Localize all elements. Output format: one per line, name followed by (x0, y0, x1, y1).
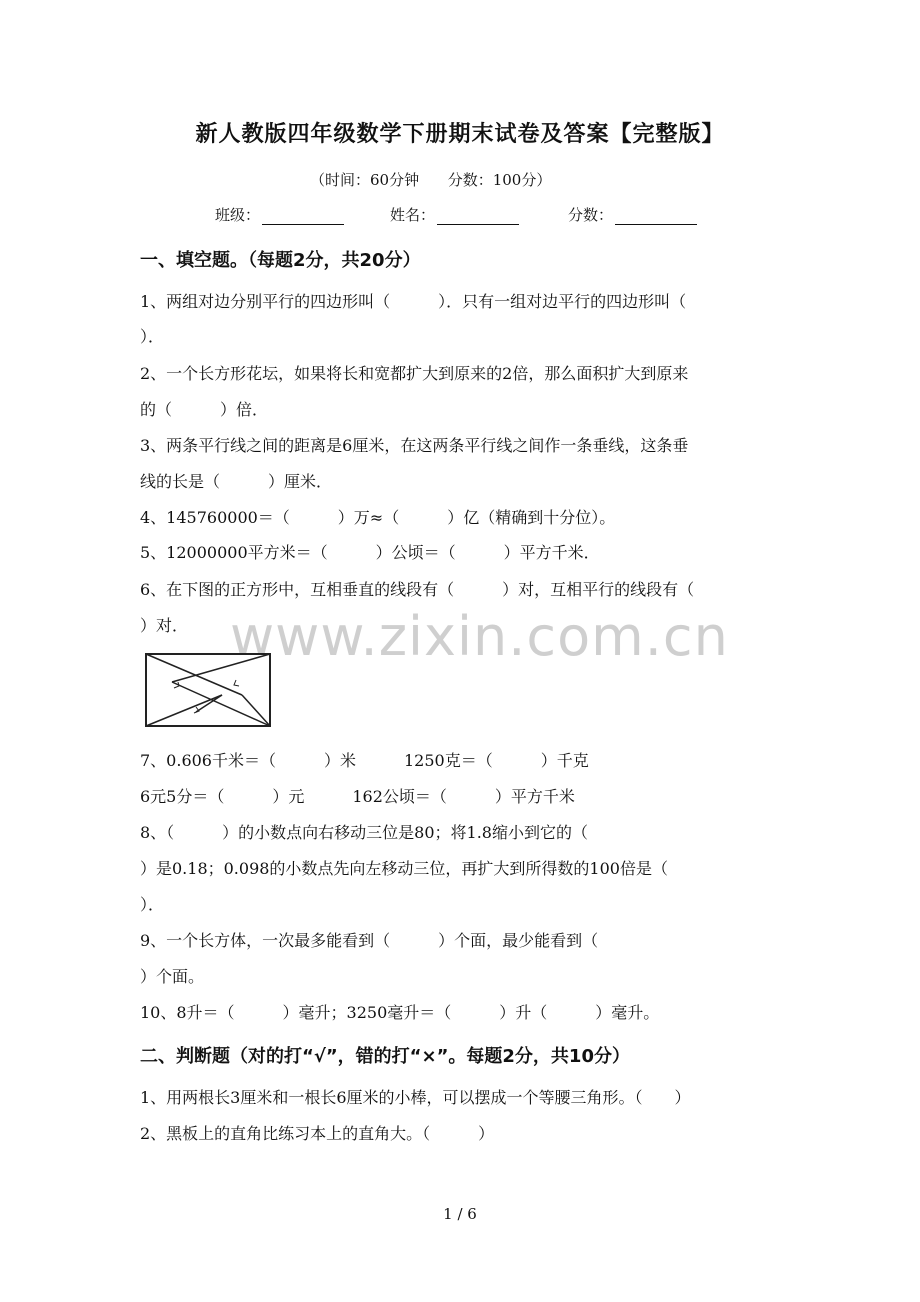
exam-time-score: （时间：60分钟 分数：100分） (310, 171, 552, 189)
score-label: 分数： (568, 206, 614, 224)
class-field (215, 204, 344, 225)
right-angle-mark (234, 680, 239, 686)
question-line: 9、一个长方体，一次最多能看到（ ）个面，最少能看到（ (140, 931, 599, 950)
question-line: 10、8升＝（ ）毫升；3250毫升＝（ ）升（ ）毫升。 (140, 1003, 660, 1022)
question-line: 5、12000000平方米＝（ ）公顷＝（ ）平方千米． (140, 543, 600, 562)
question-line: 4、145760000＝（ ）万≈（ ）亿（精确到十分位）。 (140, 508, 616, 527)
question-line: 3、两条平行线之间的距离是6厘米，在这两条平行线之间作一条垂线，这条垂 (140, 436, 689, 455)
inner-segment (242, 695, 270, 726)
section2-heading: 二、判断题（对的打“√”，错的打“×”。每题2分，共10分） (140, 1046, 630, 1067)
question-line: ）个面。 (140, 967, 205, 986)
class-blank (262, 210, 344, 225)
page-number: 1 / 6 (443, 1205, 477, 1223)
name-label: 姓名： (390, 206, 436, 224)
score-blank (615, 210, 697, 225)
right-angle-mark (194, 707, 199, 713)
document-title: 新人教版四年级数学下册期末试卷及答案【完整版】 (195, 122, 725, 147)
question-line: ）． (140, 895, 165, 914)
question-line: 2、一个长方形花坛，如果将长和宽都扩大到原来的2倍，那么面积扩大到原来 (140, 364, 689, 383)
question-line: 7、0.606千米＝（ ）米 1250克＝（ ）千克 (140, 751, 589, 770)
question-line: 的（ ）倍． (140, 400, 269, 419)
question-line: 6、在下图的正方形中，互相垂直的线段有（ ）对，互相平行的线段有（ (140, 580, 695, 599)
diagonal-segment (146, 654, 242, 695)
section1-heading: 一、填空题。（每题2分，共20分） (140, 250, 421, 271)
question-line: 6元5分＝（ ）元 162公顷＝（ ）平方千米 (140, 787, 575, 806)
name-field (390, 204, 519, 225)
name-blank (437, 210, 519, 225)
class-label: 班级： (215, 206, 261, 224)
question-line: ）是0.18；0.098的小数点先向左移动三位，再扩大到所得数的100倍是（ (140, 859, 668, 878)
question-line: 线的长是（ ）厘米． (140, 472, 333, 491)
diagonal-segment (172, 682, 270, 726)
diagonal-segment (172, 654, 270, 682)
outer-rectangle (146, 654, 270, 726)
question-line: ）． (140, 327, 165, 346)
question-line: 1、两组对边分别平行的四边形叫（ ）．只有一组对边平行的四边形叫（ (140, 292, 687, 311)
question-line: 2、黑板上的直角比练习本上的直角大。（ ） (140, 1124, 495, 1143)
question-line: ）对． (140, 616, 189, 635)
question-line: 1、用两根长3厘米和一根长6厘米的小棒，可以摆成一个等腰三角形。（ ） (140, 1088, 691, 1107)
watermark: www.zixin.com.cn (230, 605, 729, 668)
square-figure (144, 652, 274, 730)
score-field (568, 204, 697, 225)
question-line: 8、（ ）的小数点向右移动三位是80；将1.8缩小到它的（ (140, 823, 588, 842)
